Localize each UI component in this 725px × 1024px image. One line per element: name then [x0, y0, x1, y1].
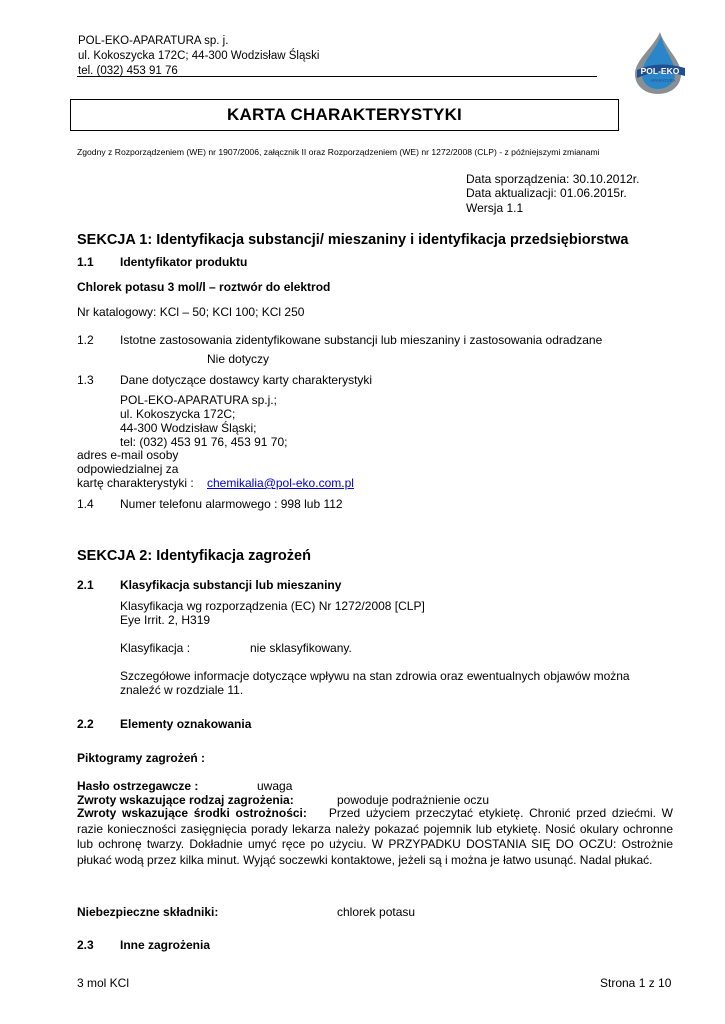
- section-2-1-number: 2.1: [77, 578, 94, 592]
- catalog-numbers: Nr katalogowy: KCl – 50; KCl 100; KCl 250: [77, 305, 305, 319]
- details-line-1: Szczegółowe informacje dotyczące wpływu na stan zdrowia oraz ewentualnych objawów można: [120, 669, 630, 683]
- precautionary-statements: [77, 806, 673, 868]
- classification-value: nie sklasyfikowany.: [250, 641, 352, 655]
- section-1-3-title: Dane dotyczące dostawcy karty charakterystyki: [120, 373, 373, 387]
- classification-code: Eye Irrit. 2, H319: [120, 613, 211, 627]
- company-phone: tel. (032) 453 91 76: [78, 65, 178, 77]
- signal-word-value: uwaga: [257, 779, 293, 793]
- document-title: KARTA CHARAKTERYSTYKI: [70, 99, 619, 131]
- company-logo: [625, 30, 691, 96]
- section-2-heading: SEKCJA 2: Identyfikacja zagrożeń: [77, 548, 311, 564]
- section-1-1-title: Identyfikator produktu: [120, 255, 248, 269]
- details-line-2: znaleźć w rozdziale 11.: [120, 683, 244, 697]
- footer-page-number: Strona 1 z 10: [600, 976, 672, 990]
- section-1-2-value: Nie dotyczy: [207, 352, 270, 366]
- svg-text:POL-EKO: POL-EKO: [640, 66, 680, 76]
- footer-product: 3 mol KCl: [77, 976, 130, 990]
- dangerous-components-value: chlorek potasu: [337, 905, 416, 919]
- logo-drop-icon: [625, 30, 691, 96]
- document-version: Wersja 1.1: [466, 201, 524, 215]
- precautionary-statements-value: Przed użyciem przeczytać etykietę. Chronić przed dziećmi. W razie konieczności zasięgnięcia porady lekarza należy pokazać pojemnik lub etykietę. Nosić okulary ochronne lub ochronę twarzy. Dokładnie umyć ręce po użyciu. W PRZYPADKU DOSTANIA SIĘ DO OCZU: Ostrożnie płukać wodą przez kilka minut. Wyjąć soczewki kontaktowe, jeżeli są i można je łatwo usunąć. Nadal płukać.: [77, 806, 673, 867]
- section-2-2-title: Elementy oznakowania: [120, 717, 252, 731]
- section-1-4-number: 1.4: [77, 497, 94, 511]
- section-1-1-number: 1.1: [77, 255, 94, 269]
- section-2-1-title: Klasyfikacja substancji lub mieszaniny: [120, 578, 342, 592]
- supplier-name: POL-EKO-APARATURA sp.j.;: [120, 393, 277, 407]
- hazard-statements-label: Zwroty wskazujące rodzaj zagrożenia:: [77, 793, 294, 807]
- supplier-phone: tel: (032) 453 91 76, 453 91 70;: [120, 435, 288, 449]
- classification-regulation: Klasyfikacja wg rozporządzenia (EC) Nr 1272/2008 [CLP]: [120, 599, 425, 613]
- section-2-2-number: 2.2: [77, 717, 94, 731]
- email-label-line-1: adres e-mail osoby: [77, 448, 179, 462]
- signal-word-label: Hasło ostrzegawcze :: [77, 779, 199, 793]
- section-1-4-title: Numer telefonu alarmowego : 998 lub 112: [120, 497, 343, 511]
- classification-label: Klasyfikacja :: [120, 641, 191, 655]
- date-updated: Data aktualizacji: 01.06.2015r.: [466, 186, 627, 200]
- date-prepared: Data sporządzenia: 30.10.2012r.: [466, 172, 640, 186]
- precautionary-statements-label: Zwroty wskazujące środki ostrożności:: [77, 806, 307, 820]
- company-address: ul. Kokoszycka 172C; 44-300 Wodzisław Śląski: [78, 50, 320, 62]
- header-rule: [77, 76, 597, 77]
- section-2-3-number: 2.3: [77, 938, 94, 952]
- section-2-3-title: Inne zagrożenia: [120, 938, 211, 952]
- product-name: Chlorek potasu 3 mol/l – roztwór do elektrod: [77, 280, 331, 294]
- company-name: POL-EKO-APARATURA sp. j.: [78, 35, 229, 47]
- dangerous-components-label: Niebezpieczne składniki:: [77, 905, 219, 919]
- hazard-statements-value: powoduje podrażnienie oczu: [337, 793, 490, 807]
- section-1-heading: SEKCJA 1: Identyfikacja substancji/ mieszaniny i identyfikacja przedsiębiorstwa: [77, 232, 629, 248]
- svg-text:APARATURA: APARATURA: [650, 78, 676, 83]
- supplier-street: ul. Kokoszycka 172C;: [120, 407, 236, 421]
- pictograms-label: Piktogramy zagrożeń :: [77, 751, 206, 765]
- supplier-city: 44-300 Wodzisław Śląski;: [120, 421, 257, 435]
- email-link[interactable]: chemikalia@pol-eko.com.pl: [207, 476, 354, 490]
- section-1-3-number: 1.3: [77, 373, 94, 387]
- email-label-line-2: odpowiedzialnej za: [77, 462, 179, 476]
- section-1-2-title: Istotne zastosowania zidentyfikowane substancji lub mieszaniny i zastosowania odradzane: [120, 333, 603, 347]
- section-1-2-number: 1.2: [77, 333, 94, 347]
- email-label-line-3: kartę charakterystyki :: [77, 476, 194, 490]
- regulation-note: Zgodny z Rozporządzeniem (WE) nr 1907/2006, załącznik II oraz Rozporządzeniem (WE) nr 1272/2008 (CLP) - z późniejszymi zmianami: [77, 147, 600, 157]
